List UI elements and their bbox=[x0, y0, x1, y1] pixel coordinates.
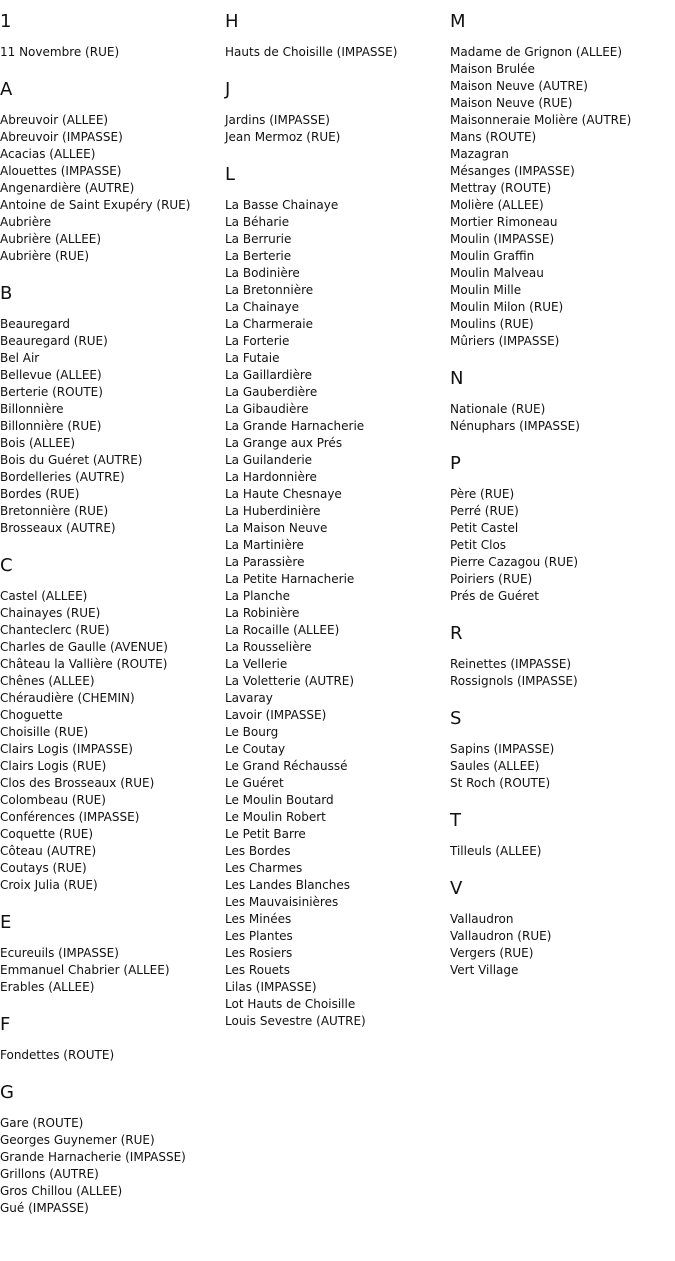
street-item: Moulin (IMPASSE) bbox=[450, 232, 555, 246]
street-item: Berterie (ROUTE) bbox=[0, 385, 103, 399]
street-item: Choguette bbox=[0, 708, 63, 722]
street-column bbox=[450, 10, 675, 979]
letter-section bbox=[0, 1013, 225, 1064]
street-item: Bellevue (ALLEE) bbox=[0, 368, 102, 382]
street-item: La Berrurie bbox=[225, 232, 292, 246]
street-item: Gare (ROUTE) bbox=[0, 1116, 84, 1130]
street-item: Ecureuils (IMPASSE) bbox=[0, 946, 119, 960]
street-item: Sapins (IMPASSE) bbox=[450, 742, 555, 756]
street-list bbox=[225, 197, 450, 1030]
street-item: La Hardonnière bbox=[225, 470, 317, 484]
street-item: Colombeau (RUE) bbox=[0, 793, 106, 807]
section-letter-heading: J bbox=[225, 79, 231, 100]
street-list bbox=[450, 656, 675, 690]
street-item: Brosseaux (AUTRE) bbox=[0, 521, 116, 535]
section-letter-heading: L bbox=[225, 164, 236, 185]
street-item: Beauregard (RUE) bbox=[0, 334, 108, 348]
street-item: Pierre Cazagou (RUE) bbox=[450, 555, 579, 569]
street-item: La Forterie bbox=[225, 334, 290, 348]
street-item: Chéraudière (CHEMIN) bbox=[0, 691, 135, 705]
street-item: Nationale (RUE) bbox=[450, 402, 546, 416]
street-item: Moulin Milon (RUE) bbox=[450, 300, 564, 314]
street-item: Lot Hauts de Choisille bbox=[225, 997, 356, 1011]
street-item: La Planche bbox=[225, 589, 290, 603]
street-item: La Rocaille (ALLEE) bbox=[225, 623, 340, 637]
section-letter-heading: H bbox=[225, 11, 239, 32]
letter-section bbox=[450, 809, 675, 860]
street-item: Le Moulin Robert bbox=[225, 810, 326, 824]
street-item: Croix Julia (RUE) bbox=[0, 878, 98, 892]
street-item: La Maison Neuve bbox=[225, 521, 328, 535]
street-item: Clairs Logis (IMPASSE) bbox=[0, 742, 133, 756]
letter-section bbox=[450, 622, 675, 690]
street-item: Mazagran bbox=[450, 147, 509, 161]
street-item: Bretonnière (RUE) bbox=[0, 504, 109, 518]
street-item: Gué (IMPASSE) bbox=[0, 1201, 89, 1215]
street-item: Mûriers (IMPASSE) bbox=[450, 334, 560, 348]
letter-section bbox=[450, 452, 675, 605]
street-item: Louis Sevestre (AUTRE) bbox=[225, 1014, 366, 1028]
section-letter-heading: V bbox=[450, 878, 463, 899]
street-item: La Rousselière bbox=[225, 640, 312, 654]
street-list bbox=[225, 44, 450, 61]
street-item: Perré (RUE) bbox=[450, 504, 519, 518]
street-item: Mésanges (IMPASSE) bbox=[450, 164, 575, 178]
street-item: Moulin Malveau bbox=[450, 266, 544, 280]
street-item: Fondettes (ROUTE) bbox=[0, 1048, 115, 1062]
street-item: Bel Air bbox=[0, 351, 40, 365]
street-item: Antoine de Saint Exupéry (RUE) bbox=[0, 198, 191, 212]
letter-section bbox=[450, 10, 675, 350]
section-letter-heading: F bbox=[0, 1014, 11, 1035]
street-item: Château la Vallière (ROUTE) bbox=[0, 657, 168, 671]
street-item: La Bretonnière bbox=[225, 283, 314, 297]
street-item: Mortier Rimoneau bbox=[450, 215, 558, 229]
street-item: Reinettes (IMPASSE) bbox=[450, 657, 572, 671]
street-item: Emmanuel Chabrier (ALLEE) bbox=[0, 963, 170, 977]
street-list bbox=[450, 741, 675, 792]
street-item: La Parassière bbox=[225, 555, 305, 569]
street-item: Maison Neuve (AUTRE) bbox=[450, 79, 588, 93]
street-item: Poiriers (RUE) bbox=[450, 572, 533, 586]
street-item: La Grande Harnacherie bbox=[225, 419, 365, 433]
street-item: Les Rosiers bbox=[225, 946, 293, 960]
street-item: La Petite Harnacherie bbox=[225, 572, 355, 586]
street-list bbox=[0, 1115, 225, 1217]
street-item: Tilleuls (ALLEE) bbox=[450, 844, 542, 858]
street-list bbox=[225, 112, 450, 146]
street-item: Vallaudron (RUE) bbox=[450, 929, 552, 943]
street-item: Aubrière bbox=[0, 215, 52, 229]
street-item: Le Coutay bbox=[225, 742, 286, 756]
street-item: Clos des Brosseaux (RUE) bbox=[0, 776, 155, 790]
street-item: Lilas (IMPASSE) bbox=[225, 980, 317, 994]
street-item: Abreuvoir (IMPASSE) bbox=[0, 130, 123, 144]
street-item: La Vellerie bbox=[225, 657, 288, 671]
street-list bbox=[450, 486, 675, 605]
street-item: La Haute Chesnaye bbox=[225, 487, 342, 501]
street-list bbox=[450, 401, 675, 435]
section-letter-heading: 1 bbox=[0, 11, 12, 32]
street-item: Les Mauvaisinières bbox=[225, 895, 339, 909]
street-item: Vergers (RUE) bbox=[450, 946, 534, 960]
street-item: Aubrière (RUE) bbox=[0, 249, 90, 263]
street-item: Abreuvoir (ALLEE) bbox=[0, 113, 109, 127]
street-item: Saules (ALLEE) bbox=[450, 759, 540, 773]
street-item: Bois (ALLEE) bbox=[0, 436, 76, 450]
street-item: Jardins (IMPASSE) bbox=[225, 113, 330, 127]
street-list bbox=[0, 1047, 225, 1064]
street-item: Hauts de Choisille (IMPASSE) bbox=[225, 45, 398, 59]
street-item: Billonnière (RUE) bbox=[0, 419, 102, 433]
street-item: Le Grand Réchaussé bbox=[225, 759, 348, 773]
street-item: Mans (ROUTE) bbox=[450, 130, 537, 144]
street-item: La Gaillardière bbox=[225, 368, 312, 382]
street-item: Père (RUE) bbox=[450, 487, 515, 501]
street-item: Billonnière bbox=[0, 402, 64, 416]
section-letter-heading: T bbox=[450, 810, 461, 831]
street-item: Moulins (RUE) bbox=[450, 317, 534, 331]
street-item: Acacias (ALLEE) bbox=[0, 147, 96, 161]
letter-section bbox=[0, 282, 225, 537]
section-letter-heading: M bbox=[450, 11, 466, 32]
section-letter-heading: N bbox=[450, 368, 464, 389]
street-item: Les Bordes bbox=[225, 844, 291, 858]
street-list bbox=[0, 316, 225, 537]
letter-section bbox=[225, 163, 450, 1030]
street-list bbox=[450, 843, 675, 860]
street-column bbox=[225, 10, 450, 1030]
street-item: La Voletterie (AUTRE) bbox=[225, 674, 355, 688]
street-item: Coutays (RUE) bbox=[0, 861, 87, 875]
street-item: Bordelleries (AUTRE) bbox=[0, 470, 125, 484]
street-item: La Huberdinière bbox=[225, 504, 321, 518]
street-item: Chanteclerc (RUE) bbox=[0, 623, 110, 637]
street-item: Aubrière (ALLEE) bbox=[0, 232, 102, 246]
street-item: La Béharie bbox=[225, 215, 290, 229]
street-item: Clairs Logis (RUE) bbox=[0, 759, 107, 773]
street-item: La Gibaudière bbox=[225, 402, 309, 416]
street-item: La Gauberdière bbox=[225, 385, 318, 399]
street-item: Erables (ALLEE) bbox=[0, 980, 95, 994]
letter-section bbox=[450, 877, 675, 979]
section-letter-heading: G bbox=[0, 1082, 14, 1103]
street-item: Bordes (RUE) bbox=[0, 487, 80, 501]
street-item: Le Petit Barre bbox=[225, 827, 306, 841]
street-item: La Futaie bbox=[225, 351, 280, 365]
street-item: Lavoir (IMPASSE) bbox=[225, 708, 327, 722]
street-list bbox=[0, 44, 225, 61]
street-item: Chainayes (RUE) bbox=[0, 606, 101, 620]
street-list bbox=[450, 44, 675, 350]
street-list bbox=[0, 588, 225, 894]
street-item: St Roch (ROUTE) bbox=[450, 776, 551, 790]
street-item: Prés de Guéret bbox=[450, 589, 540, 603]
section-letter-heading: A bbox=[0, 79, 13, 100]
street-item: Vallaudron bbox=[450, 912, 514, 926]
street-item: Grande Harnacherie (IMPASSE) bbox=[0, 1150, 186, 1164]
street-item: Charles de Gaulle (AVENUE) bbox=[0, 640, 168, 654]
street-item: La Bodinière bbox=[225, 266, 300, 280]
street-item: La Chainaye bbox=[225, 300, 299, 314]
street-item: La Charmeraie bbox=[225, 317, 313, 331]
street-item: Coquette (RUE) bbox=[0, 827, 93, 841]
section-letter-heading: C bbox=[0, 555, 13, 576]
letter-section bbox=[450, 707, 675, 792]
letter-section bbox=[0, 78, 225, 265]
street-item: Maison Brulée bbox=[450, 62, 535, 76]
street-item: Castel (ALLEE) bbox=[0, 589, 88, 603]
street-item: Jean Mermoz (RUE) bbox=[225, 130, 341, 144]
street-item: Les Landes Blanches bbox=[225, 878, 350, 892]
section-letter-heading: E bbox=[0, 912, 12, 933]
street-item: Bois du Guéret (AUTRE) bbox=[0, 453, 143, 467]
street-item: Les Plantes bbox=[225, 929, 293, 943]
street-item: Angenardière (AUTRE) bbox=[0, 181, 135, 195]
street-item: Mettray (ROUTE) bbox=[450, 181, 552, 195]
section-letter-heading: S bbox=[450, 708, 462, 729]
street-item: La Guilanderie bbox=[225, 453, 313, 467]
letter-section bbox=[225, 10, 450, 61]
street-item: Maison Neuve (RUE) bbox=[450, 96, 573, 110]
street-item: La Robinière bbox=[225, 606, 300, 620]
street-item: Moulin Mille bbox=[450, 283, 522, 297]
street-item: La Basse Chainaye bbox=[225, 198, 339, 212]
street-item: La Grange aux Prés bbox=[225, 436, 343, 450]
street-item: Petit Clos bbox=[450, 538, 507, 552]
letter-section bbox=[450, 367, 675, 435]
street-item: Nénuphars (IMPASSE) bbox=[450, 419, 580, 433]
street-item: Georges Guynemer (RUE) bbox=[0, 1133, 155, 1147]
street-item: La Berterie bbox=[225, 249, 292, 263]
street-item: Rossignols (IMPASSE) bbox=[450, 674, 578, 688]
street-item: Gros Chillou (ALLEE) bbox=[0, 1184, 123, 1198]
street-item: Les Charmes bbox=[225, 861, 303, 875]
letter-section bbox=[0, 10, 225, 61]
street-item: Petit Castel bbox=[450, 521, 519, 535]
street-list bbox=[0, 945, 225, 996]
letter-section bbox=[0, 554, 225, 894]
section-letter-heading: B bbox=[0, 283, 13, 304]
street-item: Le Guéret bbox=[225, 776, 284, 790]
street-item: Le Bourg bbox=[225, 725, 279, 739]
street-item: Les Rouets bbox=[225, 963, 291, 977]
section-letter-heading: P bbox=[450, 453, 461, 474]
section-letter-heading: R bbox=[450, 623, 463, 644]
street-item: Les Minées bbox=[225, 912, 292, 926]
street-item: Conférences (IMPASSE) bbox=[0, 810, 140, 824]
street-item: Lavaray bbox=[225, 691, 273, 705]
street-item: Chênes (ALLEE) bbox=[0, 674, 95, 688]
letter-section bbox=[225, 78, 450, 146]
street-item: Le Moulin Boutard bbox=[225, 793, 334, 807]
street-item: Madame de Grignon (ALLEE) bbox=[450, 45, 623, 59]
street-list bbox=[0, 112, 225, 265]
street-item: Choisille (RUE) bbox=[0, 725, 89, 739]
street-item: Beauregard bbox=[0, 317, 70, 331]
street-column bbox=[0, 10, 225, 1217]
street-item: Maisonneraie Molière (AUTRE) bbox=[450, 113, 632, 127]
street-item: Côteau (AUTRE) bbox=[0, 844, 97, 858]
street-item: Moulin Graffin bbox=[450, 249, 535, 263]
street-item: Molière (ALLEE) bbox=[450, 198, 544, 212]
letter-section bbox=[0, 1081, 225, 1217]
street-list bbox=[450, 911, 675, 979]
street-item: 11 Novembre (RUE) bbox=[0, 45, 120, 59]
street-item: Alouettes (IMPASSE) bbox=[0, 164, 122, 178]
street-item: Grillons (AUTRE) bbox=[0, 1167, 99, 1181]
letter-section bbox=[0, 911, 225, 996]
street-item: La Martinière bbox=[225, 538, 304, 552]
street-item: Vert Village bbox=[450, 963, 519, 977]
